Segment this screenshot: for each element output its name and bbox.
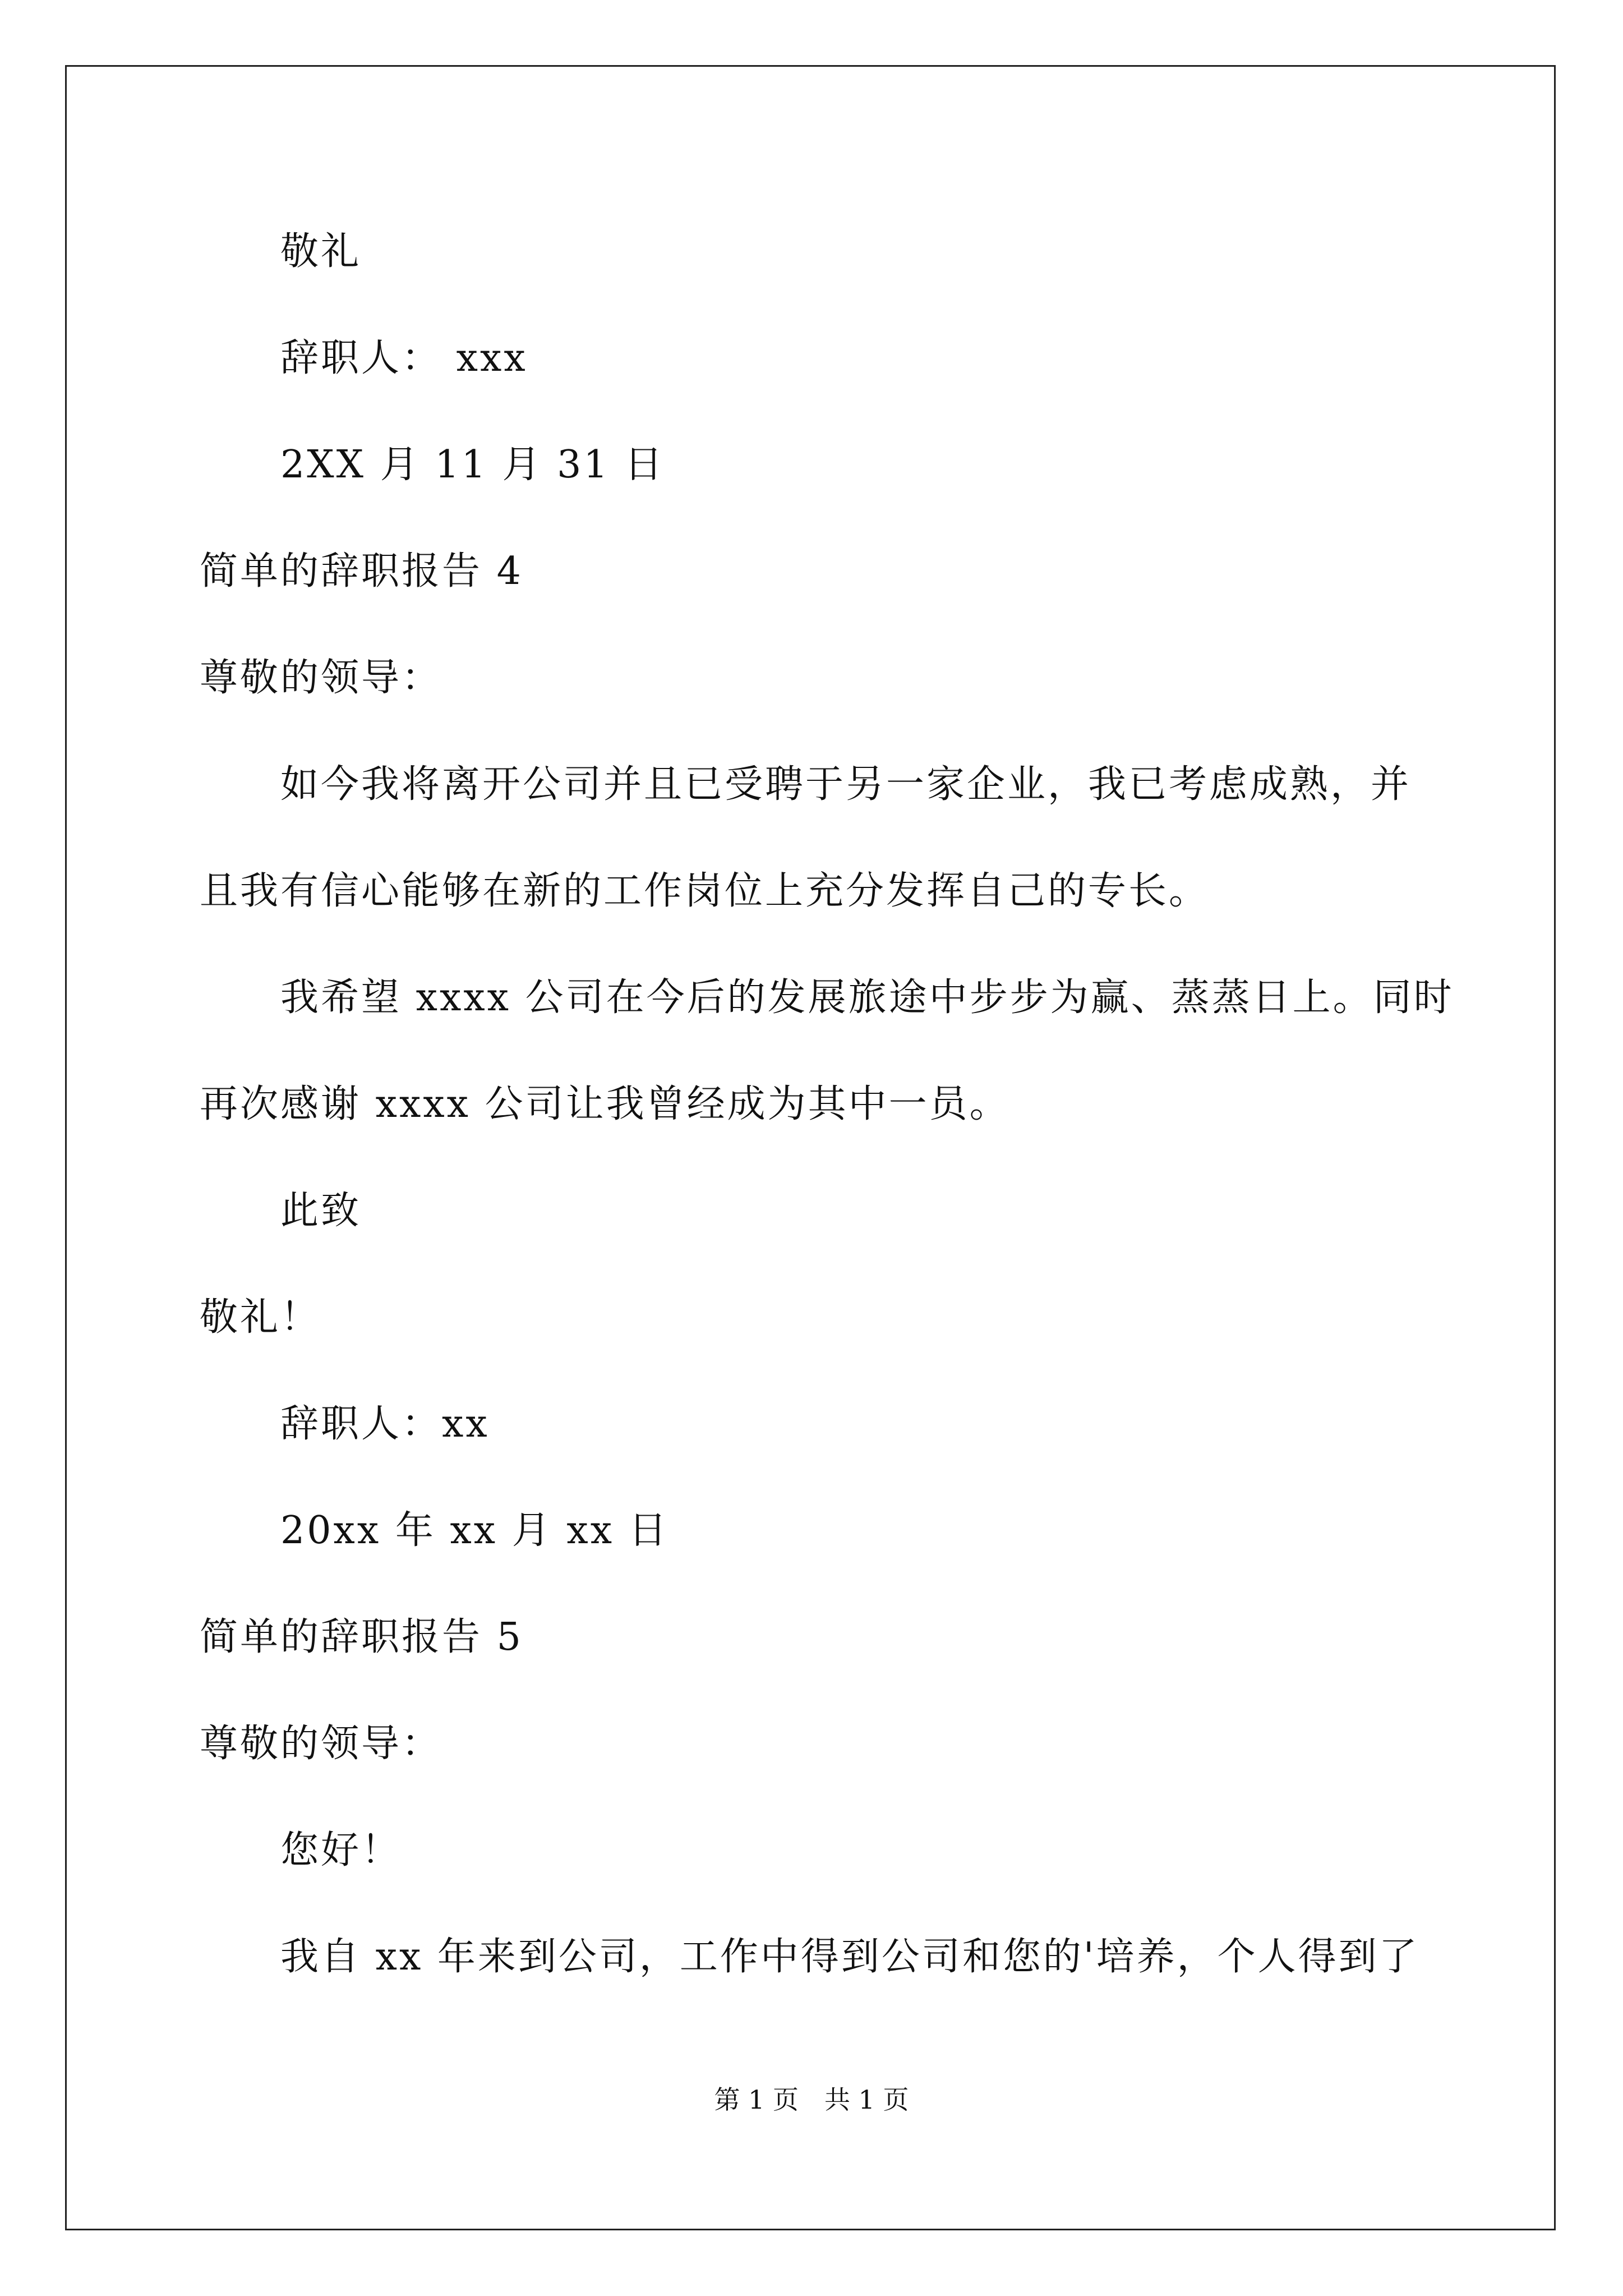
greeting-line: 尊敬的领导：	[200, 1722, 442, 1766]
greeting-line: 您好！	[280, 1828, 402, 1872]
closing-phrase: 此致	[280, 1189, 362, 1233]
signer-line: 辞职人：xx	[280, 1402, 490, 1446]
body-paragraph-line: 如今我将离开公司并且已受聘于另一家企业，我已考虑成熟，并	[280, 762, 1412, 807]
body-paragraph-line: 再次感谢 xxxx 公司让我曾经成为其中一员。	[200, 1082, 1010, 1126]
date-line: 2XX 月 11 月 31 日	[280, 443, 665, 487]
page-number-footer: 第 1 页 共 1 页	[714, 2085, 909, 2115]
body-paragraph-line: 我自 xx 年来到公司，工作中得到公司和您的'培养，个人得到了	[280, 1935, 1419, 1979]
closing-salutation: 敬礼！	[200, 1295, 321, 1340]
body-paragraph-line: 且我有信心能够在新的工作岗位上充分发挥自己的专长。	[200, 869, 1210, 913]
section-heading-4: 简单的辞职报告 4	[200, 549, 523, 593]
date-line: 20xx 年 xx 月 xx 日	[280, 1508, 669, 1553]
greeting-line: 尊敬的领导：	[200, 656, 442, 700]
body-paragraph-line: 我希望 xxxx 公司在今后的发展旅途中步步为赢、蒸蒸日上。同时	[280, 976, 1454, 1020]
signer-line: 辞职人： xxx	[280, 336, 528, 380]
closing-salutation: 敬礼	[280, 229, 362, 274]
section-heading-5: 简单的辞职报告 5	[200, 1615, 523, 1659]
page-border	[65, 65, 1556, 2230]
